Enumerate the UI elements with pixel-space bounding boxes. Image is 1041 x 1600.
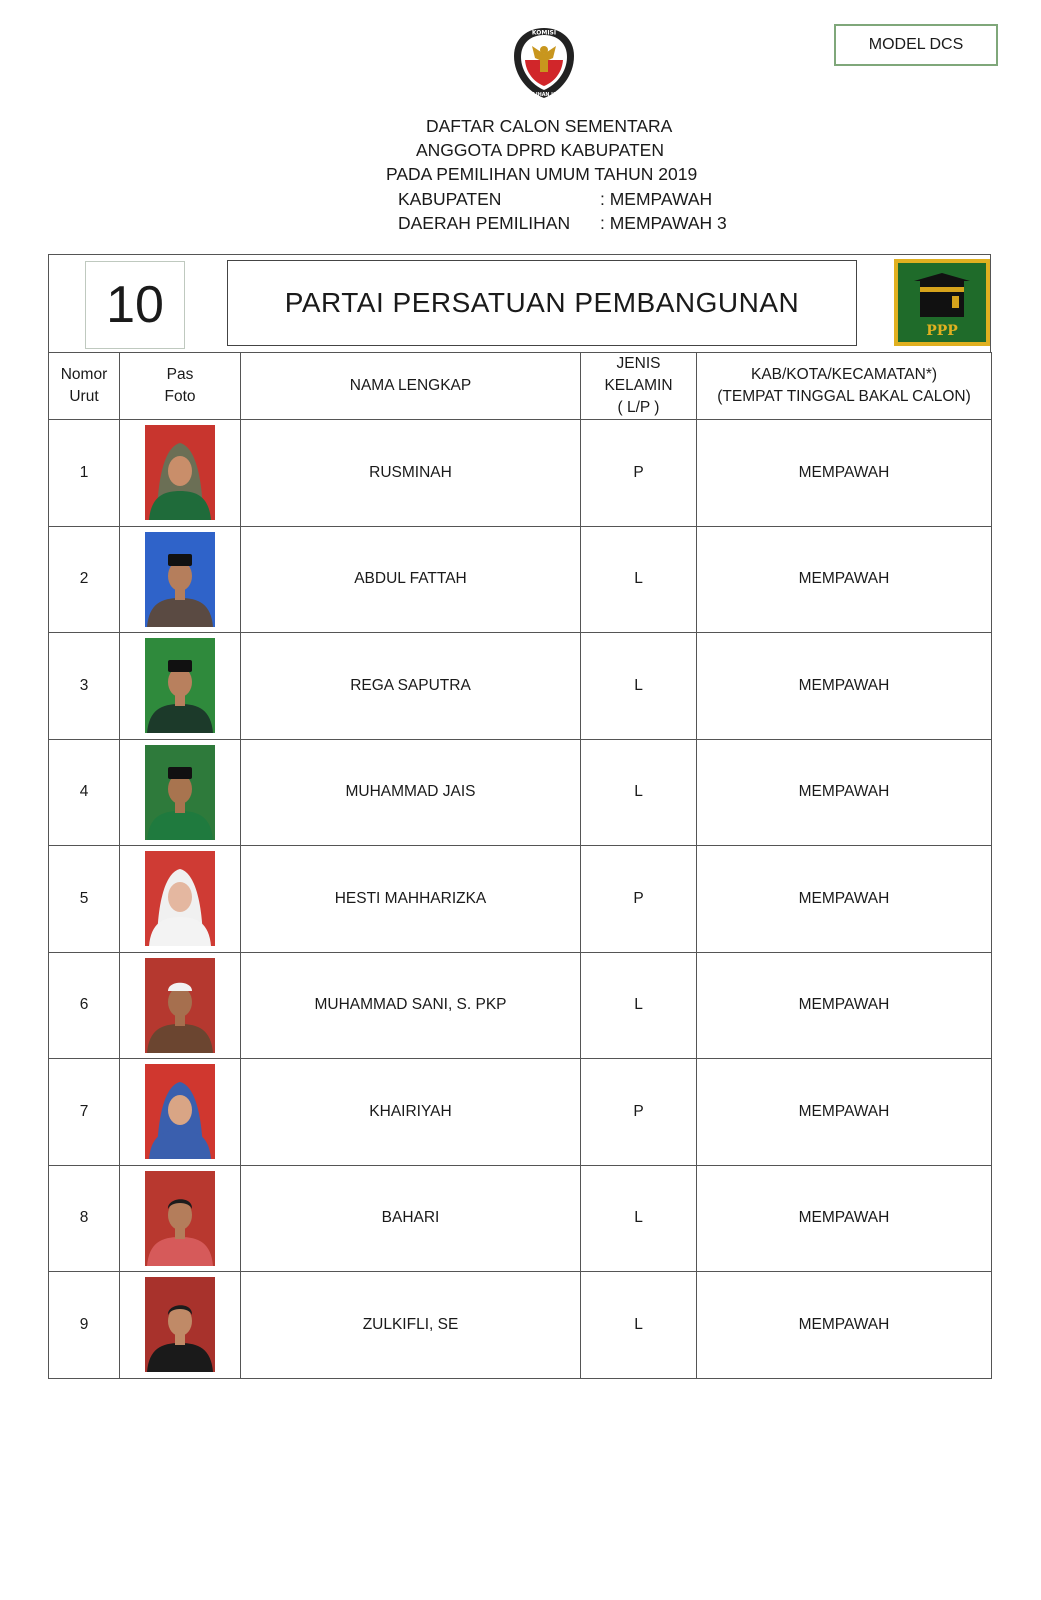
candidate-photo — [145, 1064, 215, 1159]
cell-nama-lengkap: MUHAMMAD JAIS — [241, 739, 581, 846]
cell-tempat-tinggal: MEMPAWAH — [697, 1059, 992, 1166]
cell-pas-foto — [120, 1165, 241, 1272]
svg-text:PEMILIHAN UMUM: PEMILIHAN UMUM — [519, 93, 569, 98]
cell-nama-lengkap: KHAIRIYAH — [241, 1059, 581, 1166]
cell-tempat-tinggal: MEMPAWAH — [697, 952, 992, 1059]
cell-nama-lengkap: BAHARI — [241, 1165, 581, 1272]
cell-jenis-kelamin: L — [581, 633, 697, 740]
cell-pas-foto — [120, 633, 241, 740]
cell-tempat-tinggal: MEMPAWAH — [697, 420, 992, 527]
cell-nama-lengkap: ZULKIFLI, SE — [241, 1272, 581, 1379]
ppp-logo — [894, 259, 990, 346]
cell-pas-foto — [120, 1272, 241, 1379]
cell-tempat-tinggal: MEMPAWAH — [697, 739, 992, 846]
table-body — [49, 420, 992, 1379]
svg-text:KOMISI: KOMISI — [531, 29, 557, 37]
candidate-photo — [145, 532, 215, 627]
title-line-3: PADA PEMILIHAN UMUM TAHUN 2019 — [386, 164, 698, 184]
cell-nama-lengkap: MUHAMMAD SANI, S. PKP — [241, 952, 581, 1059]
table-row — [49, 1272, 992, 1379]
cell-pas-foto — [120, 739, 241, 846]
table-row — [49, 1165, 992, 1272]
title-line-1: DAFTAR CALON SEMENTARA — [426, 116, 673, 136]
candidate-photo — [145, 425, 215, 520]
header-jenis-kelamin: JENIS KELAMIN ( L/P ) — [581, 353, 697, 420]
cell-nama-lengkap: REGA SAPUTRA — [241, 633, 581, 740]
cell-nama-lengkap: HESTI MAHHARIZKA — [241, 846, 581, 953]
table-row — [49, 952, 992, 1059]
cell-jenis-kelamin: L — [581, 526, 697, 633]
cell-pas-foto — [120, 420, 241, 527]
cell-tempat-tinggal: MEMPAWAH — [697, 526, 992, 633]
cell-nomor-urut: 7 — [49, 1059, 120, 1166]
header-nama-lengkap: NAMA LENGKAP — [241, 353, 581, 420]
cell-jenis-kelamin: P — [581, 846, 697, 953]
cell-nama-lengkap: RUSMINAH — [241, 420, 581, 527]
cell-jenis-kelamin: L — [581, 952, 697, 1059]
cell-nomor-urut: 3 — [49, 633, 120, 740]
cell-tempat-tinggal: MEMPAWAH — [697, 846, 992, 953]
cell-nomor-urut: 9 — [49, 1272, 120, 1379]
candidate-photo — [145, 1171, 215, 1266]
dapil-label: DAERAH PEMILIHAN — [398, 213, 571, 233]
cell-pas-foto — [120, 846, 241, 953]
cell-nomor-urut: 2 — [49, 526, 120, 633]
cell-jenis-kelamin: L — [581, 739, 697, 846]
table-row — [49, 633, 992, 740]
kpu-logo — [510, 26, 578, 100]
header-nomor-urut: Nomor Urut — [49, 353, 120, 420]
header-pas-foto: Pas Foto — [120, 353, 241, 420]
cell-nomor-urut: 6 — [49, 952, 120, 1059]
cell-pas-foto — [120, 526, 241, 633]
cell-pas-foto — [120, 952, 241, 1059]
svg-text:PPP: PPP — [926, 323, 958, 339]
cell-jenis-kelamin: P — [581, 1059, 697, 1166]
table-row — [49, 739, 992, 846]
cell-nomor-urut: 4 — [49, 739, 120, 846]
cell-jenis-kelamin: L — [581, 1165, 697, 1272]
candidate-photo — [145, 958, 215, 1053]
party-name: PARTAI PERSATUAN PEMBANGUNAN — [227, 260, 857, 346]
cell-nomor-urut: 5 — [49, 846, 120, 953]
cell-jenis-kelamin: L — [581, 1272, 697, 1379]
cell-pas-foto — [120, 1059, 241, 1166]
title-line-2: ANGGOTA DPRD KABUPATEN — [416, 140, 664, 160]
table-row — [49, 1059, 992, 1166]
kabupaten-label: KABUPATEN — [398, 189, 502, 209]
table-header-row — [49, 353, 992, 420]
cell-tempat-tinggal: MEMPAWAH — [697, 633, 992, 740]
candidate-photo — [145, 1277, 215, 1372]
cell-nama-lengkap: ABDUL FATTAH — [241, 526, 581, 633]
candidate-photo — [145, 851, 215, 946]
header-tempat-tinggal: KAB/KOTA/KECAMATAN*) (TEMPAT TINGGAL BAKAL CALON) — [697, 353, 992, 420]
table-row — [49, 846, 992, 953]
cell-nomor-urut: 1 — [49, 420, 120, 527]
dapil-value: : MEMPAWAH 3 — [600, 213, 727, 233]
table-row — [49, 526, 992, 633]
cell-jenis-kelamin: P — [581, 420, 697, 527]
party-band — [48, 254, 991, 352]
model-label: MODEL DCS — [834, 24, 998, 66]
kabupaten-value: : MEMPAWAH — [600, 189, 713, 209]
party-number: 10 — [85, 261, 185, 349]
cell-tempat-tinggal: MEMPAWAH — [697, 1272, 992, 1379]
table-row — [49, 420, 992, 527]
candidate-photo — [145, 638, 215, 733]
cell-tempat-tinggal: MEMPAWAH — [697, 1165, 992, 1272]
candidate-table — [48, 352, 992, 1379]
candidate-photo — [145, 745, 215, 840]
cell-nomor-urut: 8 — [49, 1165, 120, 1272]
